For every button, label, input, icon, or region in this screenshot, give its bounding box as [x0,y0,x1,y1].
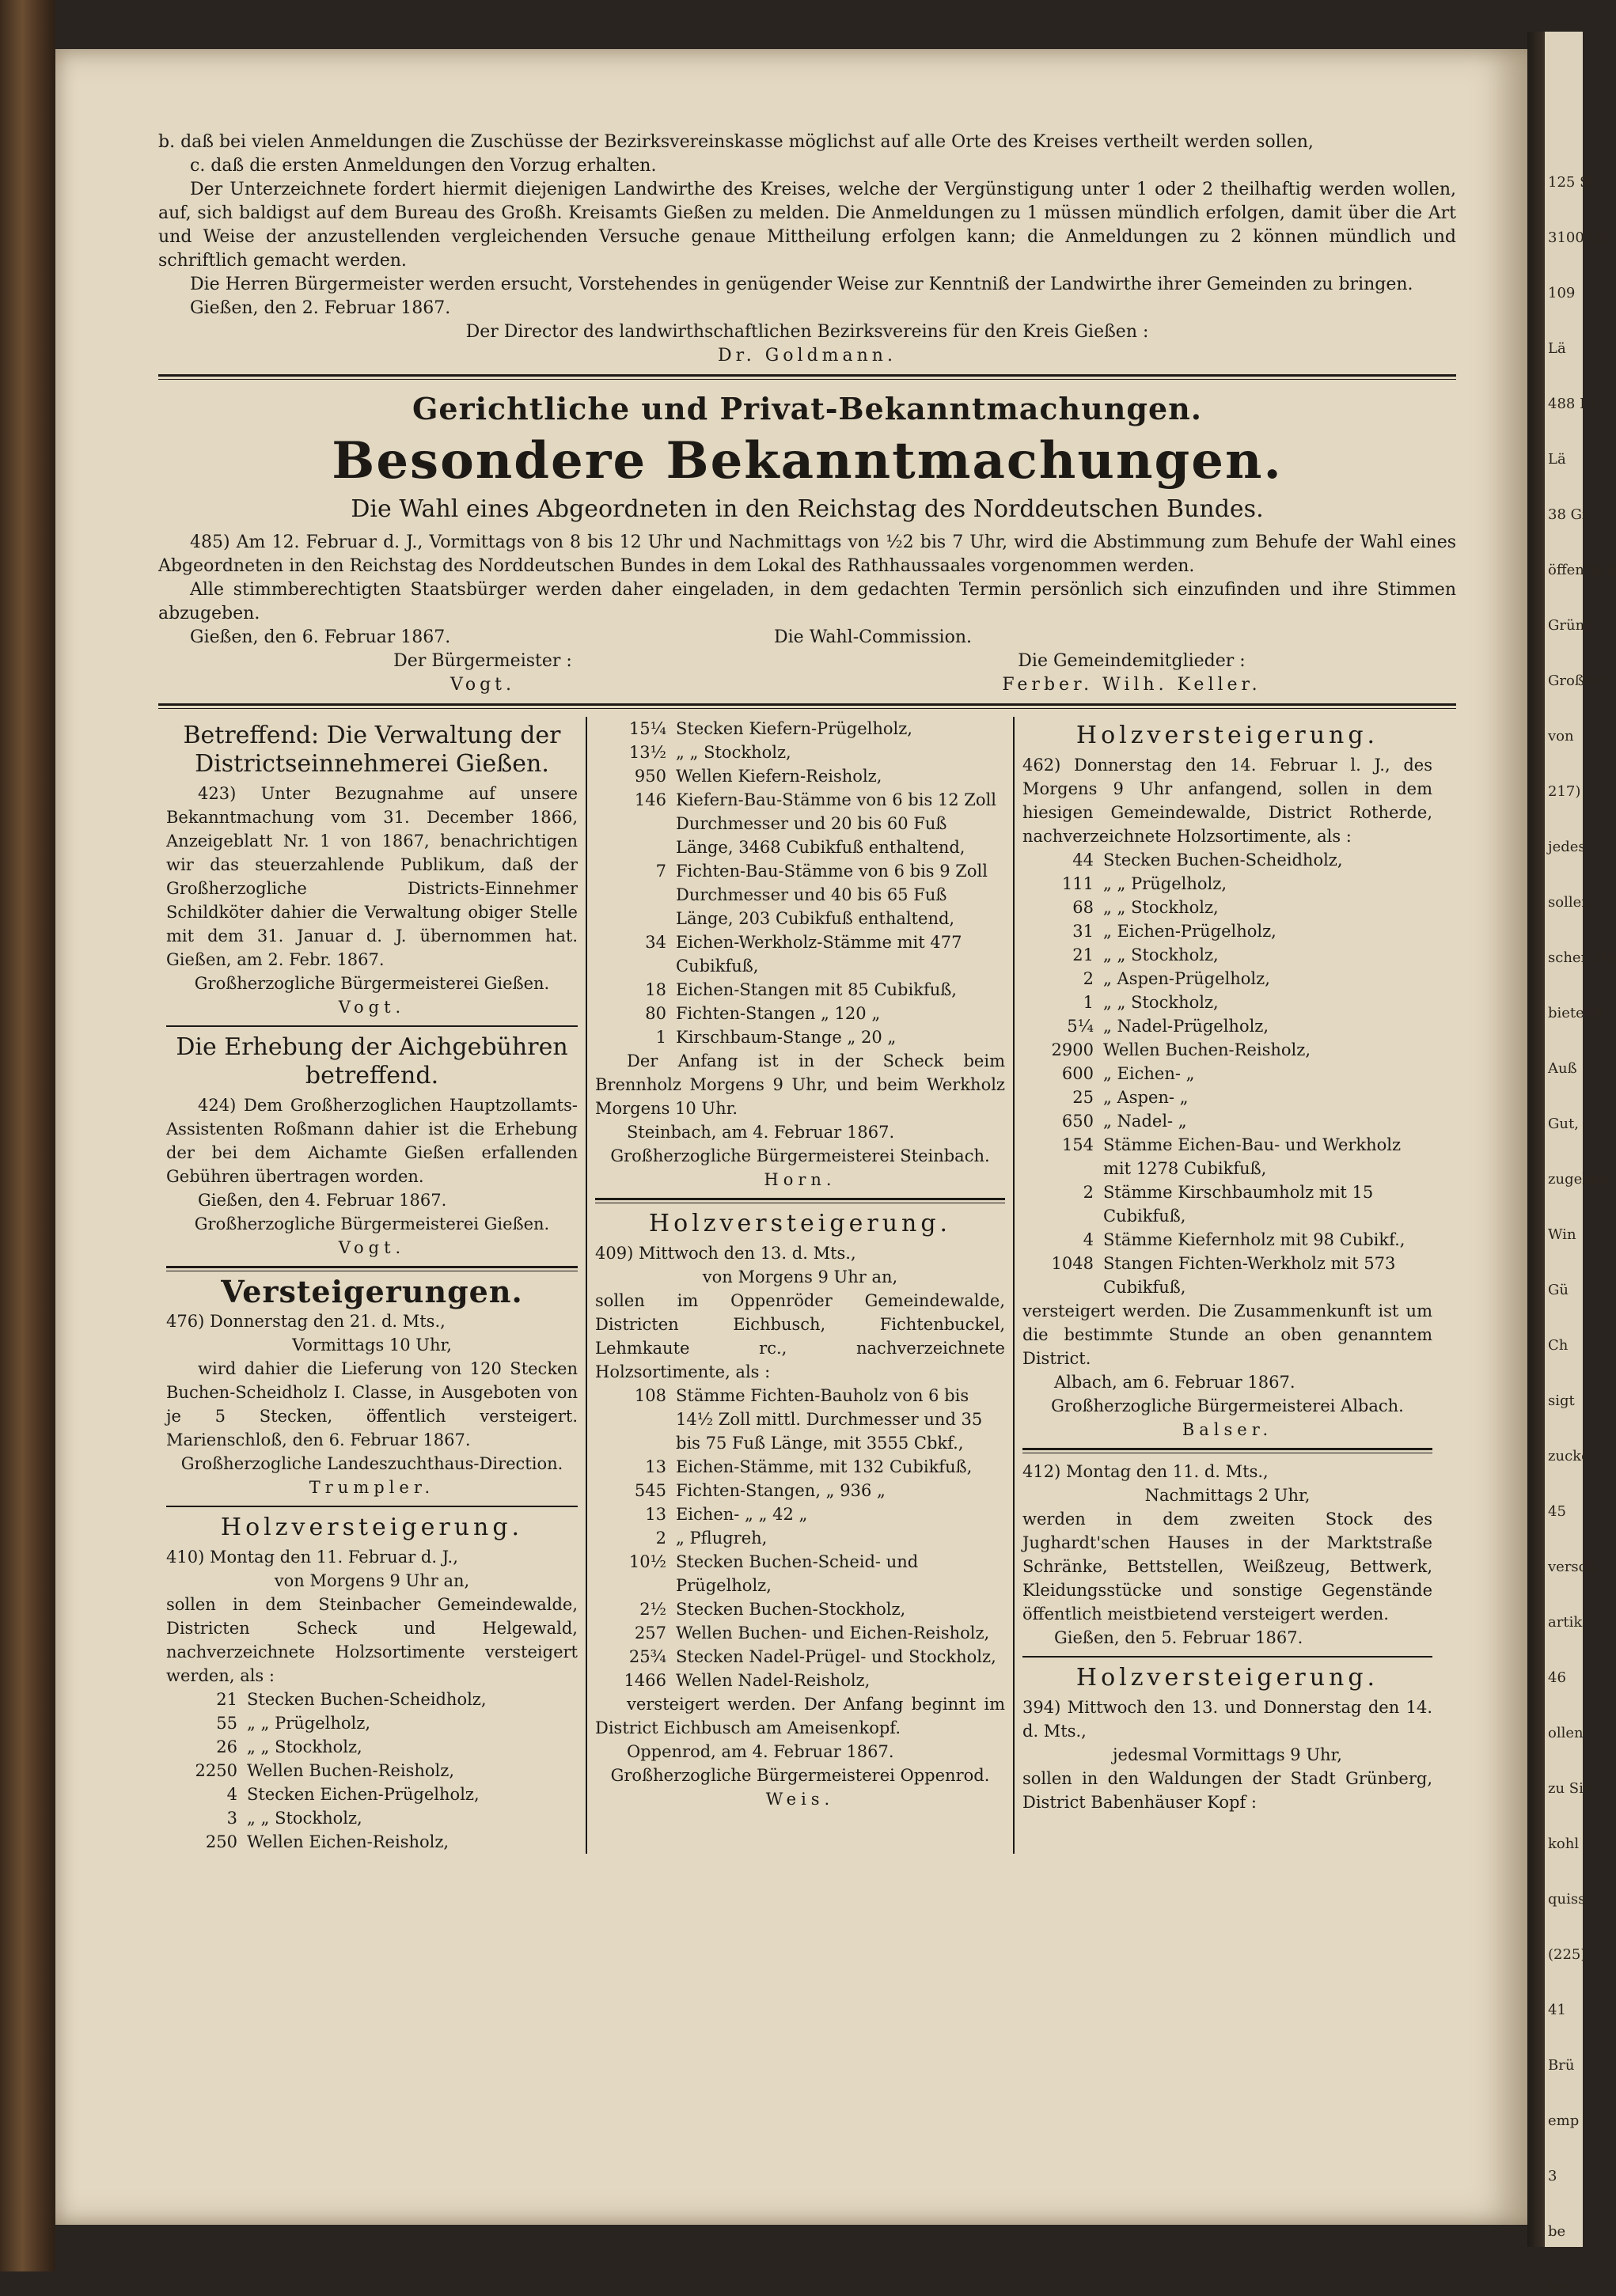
col2-wood-list-a [595,717,1005,1049]
adjacent-page-fragment: schen Ho [1548,949,1616,966]
adjacent-page-fragment: 45 [1548,1503,1566,1520]
page-content [158,131,1456,1854]
col2-notice-b-text2: versteigert werden. Der Anfang beginnt im District Eichbusch am Ameisenkopf. [595,1695,1005,1737]
wood-description: Eichen-Stämme, mit 132 Cubikfuß, [676,1457,973,1476]
adjacent-page-fragment: zucke [1548,1448,1590,1464]
col3-notice-c-time: jedesmal Vormittags 9 Uhr, [1113,1745,1342,1764]
page-gutter [1527,32,1545,2247]
wood-quantity: 13½ [628,743,666,762]
col2-notice-b-date: Oppenrod, am 4. Februar 1867. [627,1742,894,1761]
wood-quantity: 18 [645,980,666,999]
adjacent-page-fragment: Lä [1548,451,1566,468]
adjacent-page-fragment: emp [1548,2112,1580,2129]
adjacent-page-fragment: zugeben [1548,1171,1610,1188]
wood-list-item [1022,1014,1432,1038]
wood-quantity: 25¾ [628,1647,666,1666]
column-2 [586,717,1013,1854]
wood-quantity: 950 [634,767,666,786]
wood-description: Stämme Kiefernholz mit 98 Cubikf., [1103,1230,1405,1249]
wood-list-item [595,1455,1005,1479]
wood-description: Stämme Fichten-Bauholz von 6 bis 14½ Zoll mittl. Durchmesser und 35 bis 75 Fuß Länge, mit 3555 Cbkf., [676,1386,983,1453]
adjacent-page-fragment: Brü [1548,2057,1575,2074]
col2-notice-b-signature: Großherzogliche Bürgermeisterei Oppenrod. [610,1766,990,1785]
wood-description: Fichten-Bau-Stämme von 6 bis 9 Zoll Durchmesser und 40 bis 65 Fuß Länge, 203 Cubikfuß enthaltend, [676,862,988,928]
wahl-paragraph-2: Alle stimmberechtigten Staatsbürger werden daher eingeladen, in dem gedachten Termin persönlich sich einzufinden und ihre Stimmen abzugeben. [158,580,1456,623]
wood-quantity: 2 [655,1529,666,1548]
wood-quantity: 2250 [195,1761,237,1780]
wood-description: Fichten-Stangen „ 120 „ [676,1004,881,1023]
wood-quantity: 80 [645,1004,666,1023]
adjacent-page-fragment: 109 [1548,285,1576,301]
wood-quantity: 21 [216,1690,237,1709]
wood-list-item [1022,896,1432,919]
wood-list-item [166,1830,578,1854]
wood-list-item [166,1688,578,1711]
main-title: Besondere Bekanntmachungen. [332,431,1283,491]
wood-quantity: 31 [1072,922,1094,941]
wood-description: Wellen Buchen- und Eichen-Reisholz, [676,1623,990,1642]
section-divider [158,374,1456,380]
col1-notice3-text: wird dahier die Lieferung von 120 Stecken Buchen-Scheidholz I. Classe, in Ausgeboten von je 5 Stecken, öffentlich versteigert. Marienschloß, den 6. Februar 1867. [166,1359,578,1449]
adjacent-page-fragment: 38 Gi [1548,506,1587,523]
adjacent-page-fragment: bietend [1548,1005,1603,1021]
col3-holz-heading-a: Holzversteigerung. [1075,722,1379,749]
wood-quantity: 545 [634,1481,666,1500]
wood-list-item [595,741,1005,764]
col1-notice4-text: sollen in dem Steinbacher Gemeindewalde, Districten Scheck und Helgewald, nachverzeichnete Holzsortimente versteigert werden, als : [166,1595,578,1685]
wood-description: Wellen Nadel-Reisholz, [676,1671,871,1690]
wahl-mayor-label: Der Bürgermeister : [393,651,572,671]
notice-item-c: c. daß die ersten Anmeldungen den Vorzug erhalten. [190,156,657,176]
notice-date: Gießen, den 2. Februar 1867. [190,298,451,318]
col2-notice-b-name: Weis. [765,1790,835,1809]
wood-list-item [1022,1252,1432,1299]
wood-list-item [1022,991,1432,1014]
wood-list-item [1022,872,1432,896]
wood-list-item [1022,1133,1432,1180]
wood-quantity: 5¼ [1067,1017,1094,1036]
wood-list-item [595,1526,1005,1550]
wood-description: Stecken Nadel-Prügel- und Stockholz, [676,1647,996,1666]
wood-list-item [595,717,1005,741]
wood-quantity: 108 [634,1386,666,1405]
col2-notice-b-number: 409) Mittwoch den 13. d. Mts., [595,1244,856,1263]
wahl-members-label: Die Gemeindemitglieder : [1018,651,1246,671]
wahl-members-names: Ferber. Wilh. Keller. [1002,675,1261,695]
col1-divider-2 [166,1266,578,1271]
adjacent-page-fragment: 488 Ki [1548,396,1595,412]
col1-notice2-name: Vogt. [338,1238,406,1257]
wood-list-item [595,1669,1005,1692]
adjacent-page-fragment: de [1548,2279,1566,2295]
col3-notice-a-text: 462) Donnerstag den 14. Februar l. J., des Morgens 9 Uhr anfangend, sollen in dem hiesigen Gemeindewalde, District Rotherde, nachverzeichnete Holzsortimente, als : [1022,756,1432,846]
wood-description: Wellen Kiefern-Reisholz, [676,767,882,786]
col2-notice-b-text: sollen im Oppenröder Gemeindewalde, Districten Eichbusch, Fichtenbuckel, Lehmkaute rc., nachverzeichnete Holzsortimente, als : [595,1291,1005,1381]
col3-notice-a-signature: Großherzogliche Bürgermeisterei Albach. [1051,1396,1404,1415]
wood-description: „ Aspen- „ [1103,1088,1189,1107]
wood-list-item [166,1783,578,1806]
col3-notice-b-text: werden in dem zweiten Stock des Jughardt'schen Hauses in der Marktstraße Schränke, Bettstellen, Weißzeug, Bettwerk, Kleidungsstücke und sonstige Gegenstände öffentlich meistbietend versteigert werden. [1022,1510,1432,1623]
wahl-heading: Die Wahl eines Abgeordneten in den Reichstag des Norddeutschen Bundes. [351,495,1264,523]
wood-description: Eichen- „ „ 42 „ [676,1505,808,1524]
col3-divider-2 [1022,1656,1432,1658]
col1-notice3-number: 476) Donnerstag den 21. d. Mts., [166,1312,446,1331]
adjacent-page-fragment: Grünb [1548,617,1594,634]
wood-quantity: 21 [1072,945,1094,964]
wood-list-item [595,1479,1005,1502]
wood-quantity: 111 [1061,874,1094,893]
wood-description: Stecken Buchen-Stockholz, [676,1600,906,1619]
columns-divider [158,703,1456,709]
wood-description: Stämme Kirschbaumholz mit 15 Cubikfuß, [1103,1183,1374,1226]
wood-quantity: 25 [1072,1088,1094,1107]
col3-notice-b-time: Nachmittags 2 Uhr, [1144,1486,1311,1505]
wood-quantity: 44 [1072,851,1094,870]
col1-notice2-date: Gießen, den 4. Februar 1867. [198,1191,447,1210]
wood-quantity: 2½ [639,1600,666,1619]
wood-quantity: 2 [1083,969,1094,988]
wood-description: Stangen Fichten-Werkholz mit 573 Cubikfuß, [1103,1254,1396,1297]
wood-description: „ „ Stockholz, [1103,945,1219,964]
col1-versteigerungen-heading: Versteigerungen. [221,1274,523,1309]
wood-quantity: 2 [1083,1183,1094,1202]
wood-quantity: 13 [645,1505,666,1524]
wood-description: Stecken Buchen-Scheidholz, [247,1690,487,1709]
wood-list-item [166,1806,578,1830]
adjacent-page-fragment: Großher [1548,673,1609,689]
adjacent-page-fragment: be [1548,2223,1566,2240]
wood-description: „ „ Stockholz, [676,743,791,762]
wood-quantity: 257 [634,1623,666,1642]
wood-list-item [595,1597,1005,1621]
adjacent-page-fragment: sollen [1548,894,1591,911]
wood-list-item [1022,1062,1432,1085]
wood-description: Stecken Buchen-Scheid- und Prügelholz, [676,1552,919,1595]
wood-description: Stecken Buchen-Scheidholz, [1103,851,1343,870]
adjacent-page-fragment: (225) [1548,1946,1587,1963]
wood-description: „ Pflugreh, [676,1529,768,1548]
col2-divider-1 [595,1198,1005,1203]
wood-quantity: 600 [1061,1064,1094,1083]
col2-notice-b-time: von Morgens 9 Uhr an, [702,1267,898,1286]
col3-notice-b-date: Gießen, den 5. Februar 1867. [1054,1628,1303,1647]
wahl-paragraph-1: 485) Am 12. Februar d. J., Vormittags von 8 bis 12 Uhr und Nachmittags von ½2 bis 7 Uhr, wird die Abstimmung zum Behufe der Wahl eines Abgeordneten in den Reichstag des Norddeutschen Bundes in dem Lokal des Rathhaussaales vorgenommen werden. [158,532,1456,576]
wood-list-item [595,788,1005,859]
col3-notice-a-name: Balser. [1182,1420,1273,1439]
wood-quantity: 2900 [1051,1040,1094,1059]
col2-notice-a-date: Steinbach, am 4. Februar 1867. [627,1123,895,1142]
wood-list-item [166,1759,578,1783]
wood-quantity: 650 [1061,1112,1094,1131]
col1-divider-3 [166,1506,578,1507]
wood-list-item [595,1621,1005,1645]
wahl-mayor-name: Vogt. [450,675,516,695]
wood-quantity: 1 [655,1028,666,1047]
wood-description: „ „ Stockholz, [247,1737,362,1756]
wood-description: „ „ Prügelholz, [1103,874,1227,893]
wood-quantity: 3 [226,1809,237,1828]
adjacent-page-fragment: Auß [1548,1060,1577,1077]
col3-notice-a-date: Albach, am 6. Februar 1867. [1054,1373,1295,1392]
wood-quantity: 1048 [1051,1254,1094,1273]
wood-description: „ „ Stockholz, [1103,993,1219,1012]
col3-notice-c-text: sollen in den Waldungen der Stadt Grünberg, District Babenhäuser Kopf : [1022,1769,1432,1812]
adjacent-page-fragment: quiss [1548,1891,1586,1908]
wood-description: „ Nadel-Prügelholz, [1103,1017,1269,1036]
adjacent-page-fragment: 125 St [1548,174,1595,191]
wood-quantity: 7 [655,862,666,881]
wood-list-item [595,1025,1005,1049]
adjacent-page-fragment: jedes [1548,839,1586,855]
col2-notice-a-text: Der Anfang ist in der Scheck beim Brennholz Morgens 9 Uhr, und beim Werkholz Morgens 10 Uhr. [595,1051,1005,1118]
adjacent-page-fragment: zu Sie [1548,1780,1592,1797]
wood-list-item [1022,848,1432,872]
wood-quantity: 154 [1061,1135,1094,1154]
wood-quantity: 15¼ [628,719,666,738]
col1-divider-1 [166,1025,578,1027]
col3-holz-heading-c: Holzversteigerung. [1075,1664,1379,1692]
wood-quantity: 1 [1083,993,1094,1012]
wood-description: Wellen Buchen-Reisholz, [1103,1040,1311,1059]
wood-list-item [1022,967,1432,991]
wood-quantity: 146 [634,790,666,809]
wood-list-item [1022,1038,1432,1062]
wood-list-item [1022,919,1432,943]
col1-notice2-signature: Großherzogliche Bürgermeisterei Gießen. [194,1214,550,1233]
col1-notice1-heading: Betreffend: Die Verwaltung der Districtseinnehmerei Gießen. [183,722,561,778]
wood-description: Kiefern-Bau-Stämme von 6 bis 12 Zoll Durchmesser und 20 bis 60 Fuß Länge, 3468 Cubikfuß enthaltend, [676,790,996,857]
col1-notice1-signature: Großherzogliche Bürgermeisterei Gießen. [194,974,550,993]
wahl-date: Gießen, den 6. Februar 1867. [190,627,451,647]
col1-notice4-time: von Morgens 9 Uhr an, [274,1571,470,1590]
adjacent-page-fragment: sigt [1548,1392,1575,1409]
wood-quantity: 4 [226,1785,237,1804]
col1-notice3-signature: Großherzogliche Landeszuchthaus-Direction. [180,1454,563,1473]
wood-description: Eichen-Werkholz-Stämme mit 477 Cubikfuß, [676,933,962,976]
col1-notice4-number: 410) Montag den 11. Februar d. J., [166,1548,458,1567]
wood-description: Wellen Buchen-Reisholz, [247,1761,455,1780]
adjacent-page-fragment: von [1548,728,1574,744]
wood-list-item [166,1711,578,1735]
wood-list-item [1022,1085,1432,1109]
notice-signer-title: Der Director des landwirthschaftlichen Bezirksvereins für den Kreis Gießen : [465,322,1149,342]
wood-quantity: 1466 [624,1671,666,1690]
wood-list-item [166,1735,578,1759]
adjacent-page-fragment: 41 [1548,2002,1566,2018]
col3-wood-list-a [1022,848,1432,1299]
wood-description: Stecken Kiefern-Prügelholz, [676,719,912,738]
adjacent-page-fragment: Ch [1548,1337,1569,1354]
wood-list-item [595,764,1005,788]
wood-quantity: 34 [645,933,666,952]
wood-list-item [1022,943,1432,967]
wood-quantity: 13 [645,1457,666,1476]
wood-quantity: 68 [1072,898,1094,917]
col1-notice1-text: 423) Unter Bezugnahme auf unsere Bekanntmachung vom 31. December 1866, Anzeigeblatt Nr. 1 von 1867, benachrichtigen wir das steuerzahlende Publikum, daß der Großherzogliche Districts-Einnehmer Schildköter dahier die Verwaltung obiger Stelle mit dem 31. Januar d. J. übernommen hat. Gießen, am 2. Febr. 1867. [166,784,578,969]
col1-notice3-name: Trumpler. [309,1478,435,1497]
wood-quantity: 10½ [628,1552,666,1571]
col1-wood-list [166,1688,578,1854]
wood-description: Kirschbaum-Stange „ 20 „ [676,1028,897,1047]
wahl-commission: Die Wahl-Commission. [774,627,973,647]
adjacent-page-fragment: 3100 Gü [1548,229,1610,246]
wood-description: „ „ Stockholz, [1103,898,1219,917]
wood-description: „ „ Prügelholz, [247,1714,371,1733]
col3-notice-c-number: 394) Mittwoch den 13. und Donnerstag den 14. d. Mts., [1022,1698,1432,1741]
wood-quantity: 250 [205,1832,237,1851]
col1-holz-heading: Holzversteigerung. [220,1514,524,1541]
adjacent-page-edge [1545,32,1616,2295]
adjacent-page-fragment: 3 [1548,2168,1557,2184]
col3-notice-b-number: 412) Montag den 11. d. Mts., [1022,1462,1269,1481]
column-3 [1013,717,1440,1854]
wood-quantity: 26 [216,1737,237,1756]
col1-notice2-heading: Die Erhebung der Aichgebühren betreffend. [176,1033,568,1089]
adjacent-page-fragment: versch [1548,1559,1596,1575]
notice-signer-name: Dr. Goldmann. [718,346,897,366]
adjacent-page-fragment: 217) [1548,783,1581,800]
wood-list-item [595,978,1005,1002]
adjacent-page-fragment: artik [1548,1614,1583,1631]
wood-list-item [595,1550,1005,1597]
wood-description: Eichen-Stangen mit 85 Cubikfuß, [676,980,957,999]
adjacent-page-fragment: Lä [1548,340,1566,357]
col2-notice-a-signature: Großherzogliche Bürgermeisterei Steinbach. [610,1146,990,1165]
book-spine [0,0,55,2271]
wood-list-item [595,1502,1005,1526]
wood-list-item [1022,1228,1432,1252]
col3-divider-1 [1022,1448,1432,1453]
wood-list-item [595,1002,1005,1025]
adjacent-page-fragment: öffentlich [1548,562,1616,578]
wood-quantity: 55 [216,1714,237,1733]
col2-holz-heading: Holzversteigerung. [648,1210,952,1237]
column-1 [158,717,586,1854]
col3-notice-a-text2: versteigert werden. Die Zusammenkunft ist um die bestimmte Stunde an oben genanntem District. [1022,1301,1432,1368]
notice-paragraph-1: Der Unterzeichnete fordert hiermit diejenigen Landwirthe des Kreises, welche der Vergünstigung unter 1 oder 2 theilhaftig werden wollen, auf, sich baldigst auf dem Bureau des Großh. Kreisamts Gießen zu melden. Die Anmeldungen zu 1 müssen mündlich erfolgen, damit über die Art und Weise der anzustellenden vergleichenden Versuche genaue Mittheilung erfolgen kann; die Anmeldungen zu 2 können mündlich und schriftlich gemacht werden. [158,180,1456,271]
section-title: Gerichtliche und Privat-Bekanntmachungen. [412,391,1203,426]
col1-notice2-text: 424) Dem Großherzoglichen Hauptzollamts-Assistenten Roßmann dahier ist die Erhebung der bei dem Aichamte Gießen erfallenden Gebühren übertragen worden. [166,1096,578,1186]
wood-list-item [595,930,1005,978]
wood-description: Stecken Eichen-Prügelholz, [247,1785,480,1804]
col1-notice3-time: Vormittags 10 Uhr, [292,1336,452,1354]
col1-notice1-name: Vogt. [338,998,406,1017]
col2-notice-a-name: Horn. [764,1170,836,1189]
adjacent-page-fragment: 46 [1548,1669,1566,1686]
three-column-layout [158,717,1456,1854]
wood-description: „ Aspen-Prügelholz, [1103,969,1270,988]
adjacent-page-fragment: Gü [1548,1282,1569,1298]
wood-description: Wellen Eichen-Reisholz, [247,1832,450,1851]
wood-list-item [595,859,1005,930]
wood-description: „ Eichen- „ [1103,1064,1195,1083]
wood-description: „ Eichen-Prügelholz, [1103,922,1276,941]
adjacent-page-fragment: ollen [1548,1725,1584,1741]
wood-description: Fichten-Stangen, „ 936 „ [676,1481,886,1500]
wood-description: Stämme Eichen-Bau- und Werkholz mit 1278 Cubikfuß, [1103,1135,1402,1178]
wood-quantity: 4 [1083,1230,1094,1249]
wood-list-item [595,1645,1005,1669]
notice-paragraph-2: Die Herren Bürgermeister werden ersucht, Vorstehendes in genügender Weise zur Kenntniß der Landwirthe ihrer Gemeinden zu bringen. [190,275,1413,294]
wood-list-item [595,1384,1005,1455]
wood-description: „ Nadel- „ [1103,1112,1187,1131]
adjacent-page-fragment: Win [1548,1226,1576,1243]
wood-list-item [1022,1109,1432,1133]
notice-item-b: b. daß bei vielen Anmeldungen die Zuschüsse der Bezirksvereinskasse möglichst auf alle Orte des Kreises vertheilt werden sollen, [158,132,1314,152]
col2-wood-list-b [595,1384,1005,1692]
wood-list-item [1022,1180,1432,1228]
wood-description: „ „ Stockholz, [247,1809,362,1828]
adjacent-page-fragment: Gut, [1548,1116,1579,1132]
adjacent-page-fragment: kohl [1548,1836,1580,1852]
